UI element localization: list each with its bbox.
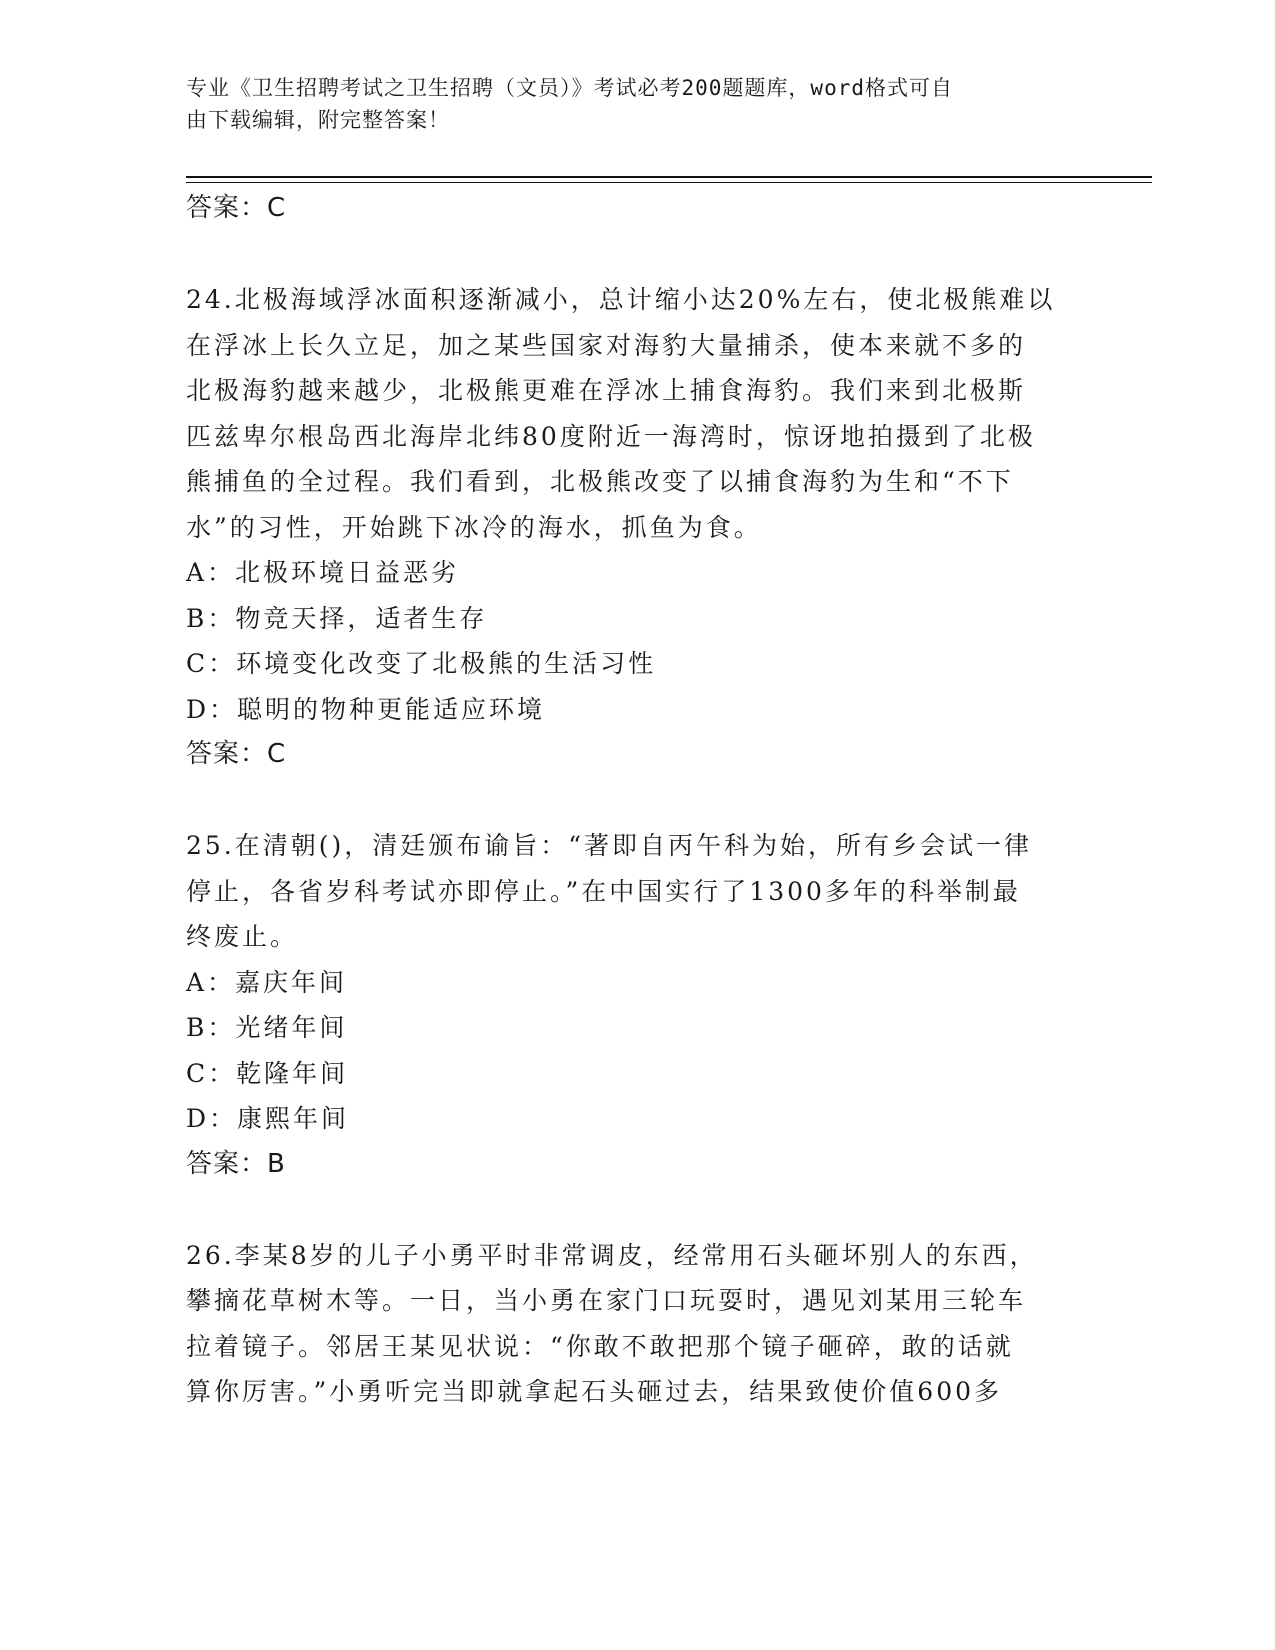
answer-line: 答案：B (186, 1148, 286, 1179)
header-line-1: 专业《卫生招聘考试之卫生招聘（文员）》考试必考200题题库，word格式可自 (186, 76, 953, 100)
option-b: B：光绪年间 (186, 1013, 348, 1042)
question-block (186, 823, 1086, 1187)
question-stem-line: 终废止。 (186, 922, 299, 951)
option-c: C：乾隆年间 (186, 1058, 349, 1088)
page-header (186, 72, 1066, 136)
option-a: A：嘉庆年间 (186, 967, 348, 997)
header-divider-thin (186, 182, 1152, 183)
document-body (186, 186, 1086, 1415)
option-d: D：康熙年间 (186, 1104, 350, 1133)
option-d: D：聪明的物种更能适应环境 (186, 694, 546, 724)
question-stem-line: 停止，各省岁科考试亦即停止。”在中国实行了1300多年的科举制最 (186, 876, 1021, 906)
question-stem-line: 在浮冰上长久立足，加之某些国家对海豹大量捕杀，使本来就不多的 (186, 330, 1027, 360)
question-stem-line: 攀摘花草树木等。一日，当小勇在家门口玩耍时，遇见刘某用三轮车 (186, 1286, 1027, 1315)
spacer (186, 1187, 1086, 1233)
question-stem-line: 北极海豹越来越少，北极熊更难在浮冰上捕食海豹。我们来到北极斯 (186, 376, 1027, 405)
question-stem-line: 24.北极海域浮冰面积逐渐减小，总计缩小达20%左右，使北极熊难以 (186, 285, 1056, 314)
answer-line: 答案：C (186, 193, 287, 223)
option-b: B：物竞天择，适者生存 (186, 603, 488, 633)
option-c: C：环境变化改变了北极熊的生活习性 (186, 649, 657, 678)
spacer (186, 778, 1086, 824)
question-block (186, 1233, 1086, 1415)
header-divider-thick (186, 176, 1152, 178)
question-stem-line: 匹兹卑尔根岛西北海岸北纬80度附近一海湾时，惊讶地拍摄到了北极 (186, 421, 1036, 451)
header-line-2: 由下载编辑，附完整答案！ (186, 108, 450, 132)
option-a: A：北极环境日益恶劣 (186, 558, 460, 587)
question-stem-line: 25.在清朝()，清廷颁布谕旨：“著即自丙午科为始，所有乡会试一律 (186, 831, 1033, 860)
question-stem-line: 拉着镜子。邻居王某见状说：“你敢不敢把那个镜子砸碎，敢的话就 (186, 1331, 1014, 1361)
question-stem-line: 水”的习性，开始跳下冰冷的海水，抓鱼为食。 (186, 512, 762, 542)
spacer (186, 232, 1086, 278)
question-stem-line: 算你厉害。”小勇听完当即就拿起石头砸过去，结果致使价值600多 (186, 1377, 1003, 1406)
answer-line: 答案：C (186, 739, 287, 769)
question-block (186, 277, 1086, 778)
question-stem-line: 26.李某8岁的儿子小勇平时非常调皮，经常用石头砸坏别人的东西， (186, 1240, 1038, 1270)
question-stem-line: 熊捕鱼的全过程。我们看到，北极熊改变了以捕食海豹为生和“不下 (186, 467, 1014, 496)
